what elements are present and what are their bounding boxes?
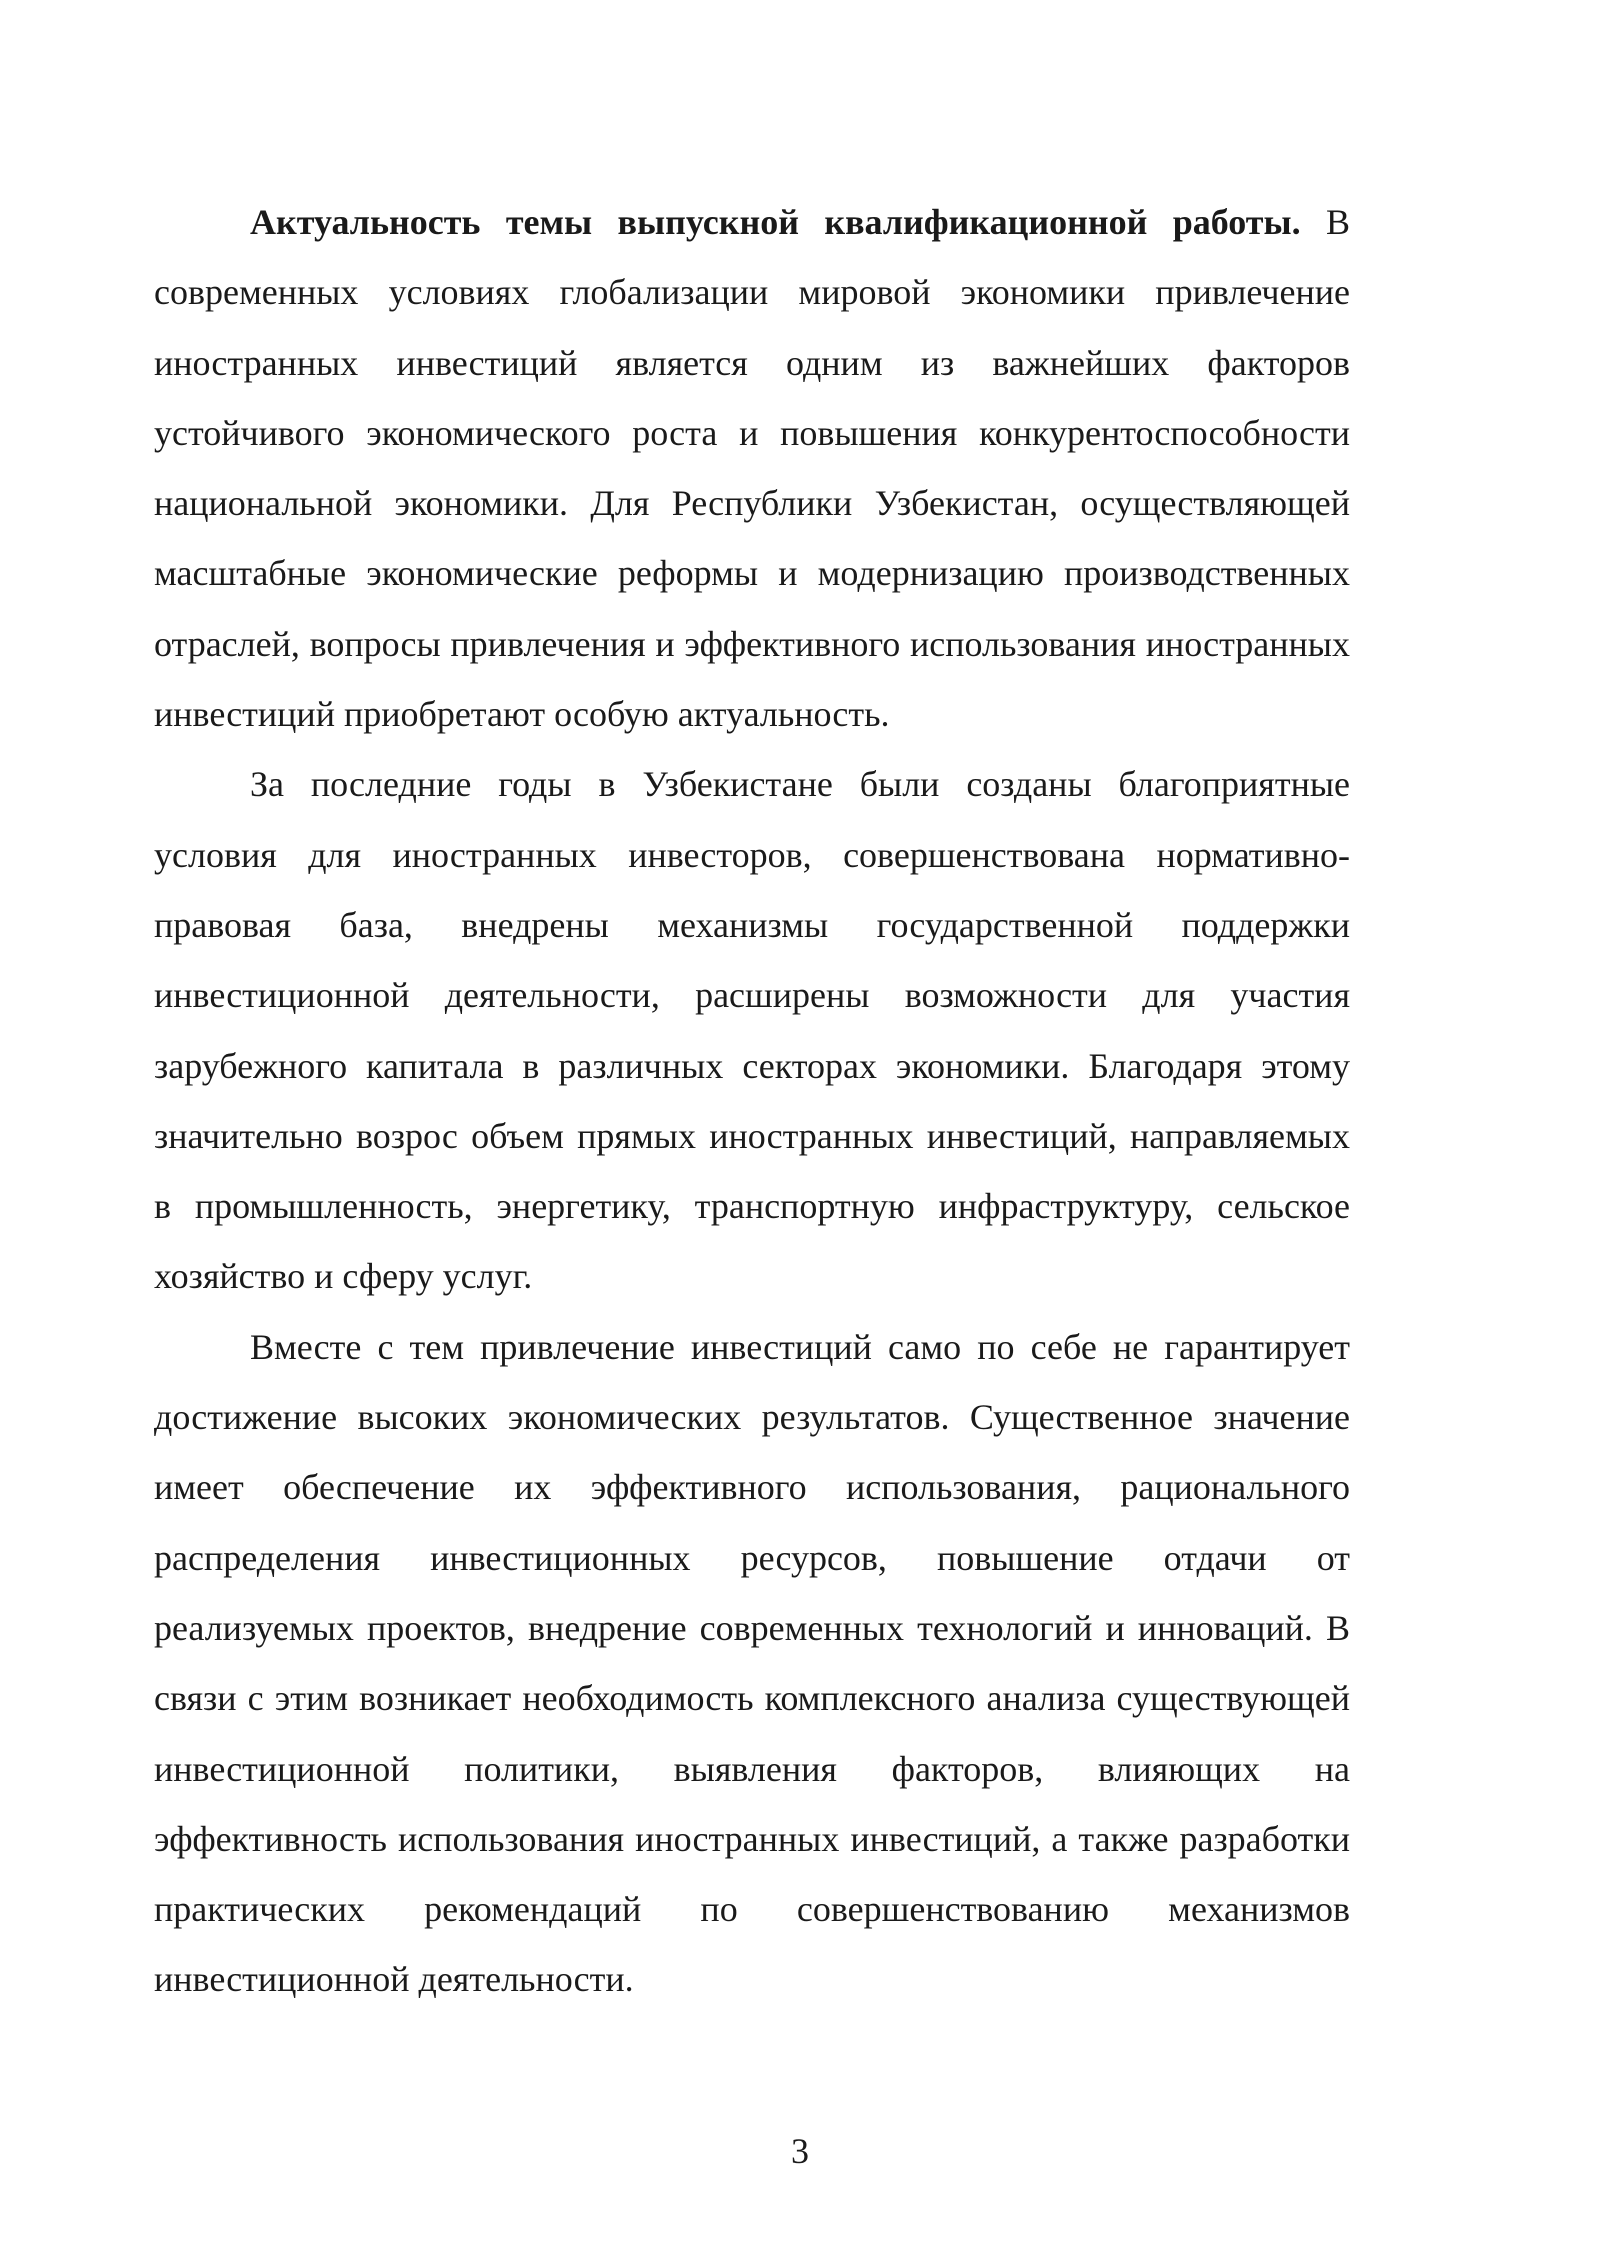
page-number: 3 — [791, 2131, 809, 2171]
paragraph-relevance — [154, 187, 1350, 749]
paragraph-recent-years — [154, 749, 1350, 1311]
paragraph-text: В современных условиях глобализации мировой экономики привлечение иностранных инвестиций является одним из важнейших факторов устойчивого экономического роста и повышения конкурентоспособности национальной экономики. Для Республики Узбекистан, осуществляющей масштабные экономические реформы и модернизацию производственных отраслей, вопросы привлечения и эффективного использования иностранных инвестиций приобретают особую актуальность. — [154, 202, 1350, 735]
paragraph-text: Вместе с тем привлечение инвестиций само по себе не гарантирует достижение высоких экономических результатов. Существенное значение имеет обеспечение их эффективного использования, рационального распределения инвестиционных ресурсов, повышение отдачи от реализуемых проектов, внедрение современных технологий и инноваций. В связи с этим возникает необходимость комплексного анализа существующей инвестиционной политики, выявления факторов, влияющих на эффективность использования иностранных инвестиций, а также разработки практических рекомендаций по совершенствованию механизмов инвестиционной деятельности. — [154, 1326, 1350, 2000]
paragraph-lead-heading: Актуальность темы выпускной квалификационной работы. — [250, 202, 1301, 242]
body-text — [154, 187, 1350, 2015]
paragraph-text: За последние годы в Узбекистане были созданы благоприятные условия для иностранных инвесторов, совершенствована нормативно-правовая база, внедрены механизмы государственной поддержки инвестиционной деятельности, расширены возможности для участия зарубежного капитала в различных секторах экономики. Благодаря этому значительно возрос объем прямых иностранных инвестиций, направляемых в промышленность, энергетику, транспортную инфраструктуру, сельское хозяйство и сферу услуг. — [154, 764, 1350, 1297]
paragraph-efficiency — [154, 1312, 1350, 2015]
